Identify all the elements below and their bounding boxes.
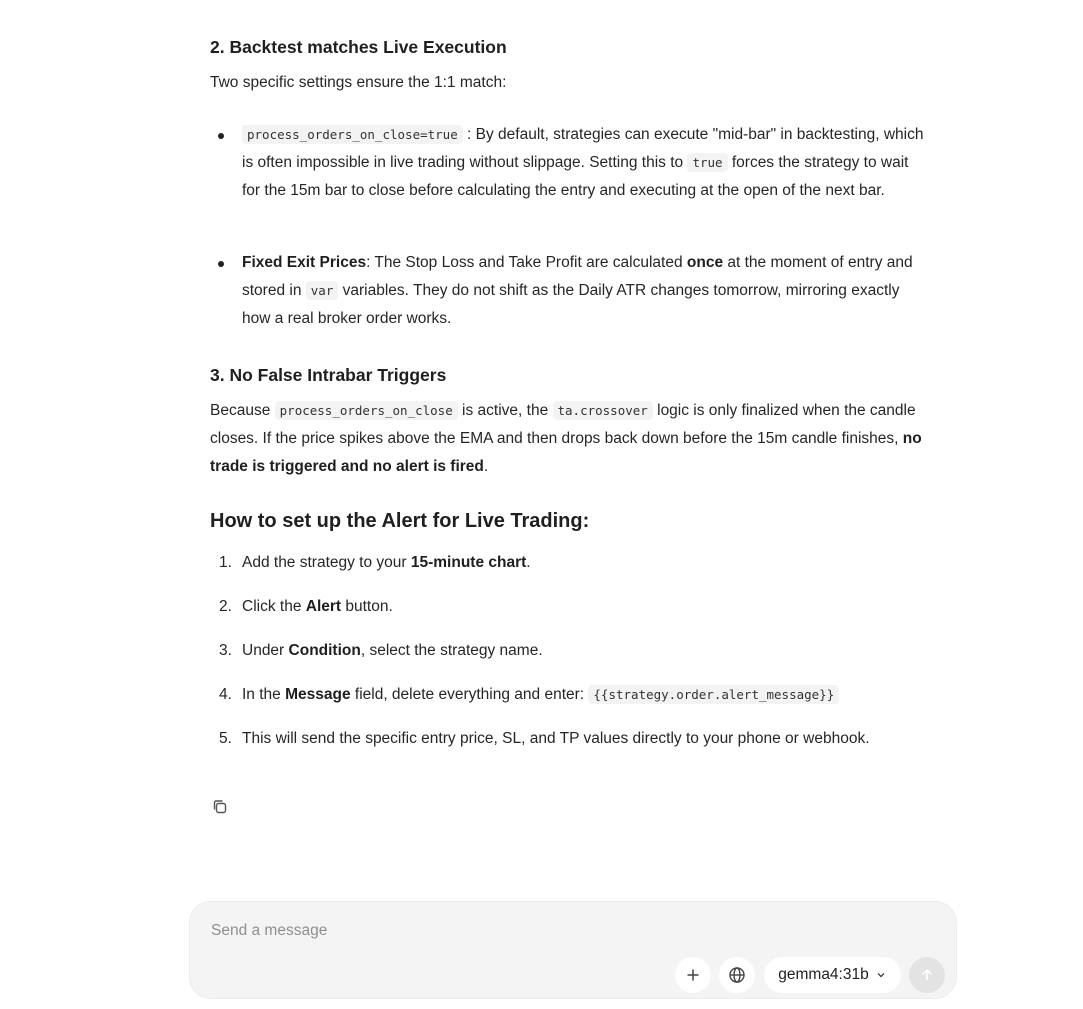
arrow-up-icon xyxy=(919,967,935,983)
bold-text: Alert xyxy=(305,598,342,615)
bullet-dot xyxy=(218,261,224,267)
list-item xyxy=(210,725,930,753)
list-item-text: button. xyxy=(341,598,393,615)
bold-text: no trade is triggered and no alert is fired xyxy=(210,430,922,475)
list-number: 4. xyxy=(219,686,232,703)
copy-button[interactable] xyxy=(211,798,229,816)
section-paragraph xyxy=(210,397,930,481)
inline-code: var xyxy=(306,281,339,300)
list-item xyxy=(210,637,930,665)
model-name: gemma4:31b xyxy=(778,966,869,983)
paragraph-text: is active, the xyxy=(457,402,553,419)
copy-icon xyxy=(211,798,229,816)
bold-text: 15-minute chart xyxy=(410,554,527,571)
send-button[interactable] xyxy=(909,957,945,993)
list-item-text: variables. They do not shift as the Daily ATR changes tomorrow, mirroring exactly how a real broker order works. xyxy=(242,282,900,327)
section-heading-intrabar: 3. No False Intrabar Triggers xyxy=(210,365,447,385)
list-item xyxy=(210,593,930,621)
list-number: 5. xyxy=(219,730,232,747)
globe-icon xyxy=(728,966,746,984)
list-item-text: : The Stop Loss and Take Profit are calculated xyxy=(366,254,687,271)
message-composer xyxy=(189,901,957,999)
inline-code: true xyxy=(687,153,727,172)
list-item-text: forces the strategy to wait for the 15m bar to close before calculating the entry and executing at the open of the next bar. xyxy=(242,154,909,199)
paragraph-text: Because xyxy=(210,402,275,419)
list-item-text: Under xyxy=(242,642,289,659)
list-item-text: Click the xyxy=(242,598,306,615)
list-number: 1. xyxy=(219,554,232,571)
list-item-text: In the xyxy=(242,686,286,703)
list-item-text: field, delete everything and enter: xyxy=(350,686,589,703)
list-item-text: Add the strategy to your xyxy=(242,554,411,571)
list-item xyxy=(210,121,930,205)
paragraph-text: logic is only finalized when the candle closes. If the price spikes above the EMA and then drops back down before the 15m candle finishes, xyxy=(210,402,916,447)
chevron-down-icon xyxy=(875,969,887,981)
web-search-button[interactable] xyxy=(719,957,755,993)
bold-text: Fixed Exit Prices xyxy=(242,254,367,271)
section-intro: Two specific settings ensure the 1:1 match: xyxy=(210,74,507,91)
message-input[interactable] xyxy=(209,918,813,944)
inline-code: {{strategy.order.alert_message}} xyxy=(588,685,839,704)
list-item-text: . xyxy=(526,554,531,571)
list-item-text: , select the strategy name. xyxy=(360,642,543,659)
list-item-text: : By default, strategies can execute "mid-bar" in backtesting, which is often impossible in live trading without slippage. Setting this to xyxy=(242,126,924,171)
list-number: 3. xyxy=(219,642,232,659)
section-heading-alert: How to set up the Alert for Live Trading: xyxy=(210,510,590,532)
bold-text: Condition xyxy=(288,642,361,659)
list-item xyxy=(210,249,930,333)
plus-icon xyxy=(685,967,701,983)
list-item-text: This will send the specific entry price, SL, and TP values directly to your phone or webhook. xyxy=(242,730,870,747)
list-item-text: at the moment of entry and stored in xyxy=(242,254,913,299)
add-button[interactable] xyxy=(675,957,711,993)
bold-text: once xyxy=(686,254,724,271)
inline-code: ta.crossover xyxy=(553,401,653,420)
inline-code: process_orders_on_close xyxy=(275,401,458,420)
section-heading-backtest: 2. Backtest matches Live Execution xyxy=(210,37,507,57)
inline-code: process_orders_on_close=true xyxy=(242,125,463,144)
list-number: 2. xyxy=(219,598,232,615)
model-selector[interactable] xyxy=(764,957,901,993)
bold-text: Message xyxy=(285,686,351,703)
bullet-dot xyxy=(218,133,224,139)
list-item xyxy=(210,549,930,577)
paragraph-text: . xyxy=(483,458,489,475)
list-item xyxy=(210,681,930,709)
